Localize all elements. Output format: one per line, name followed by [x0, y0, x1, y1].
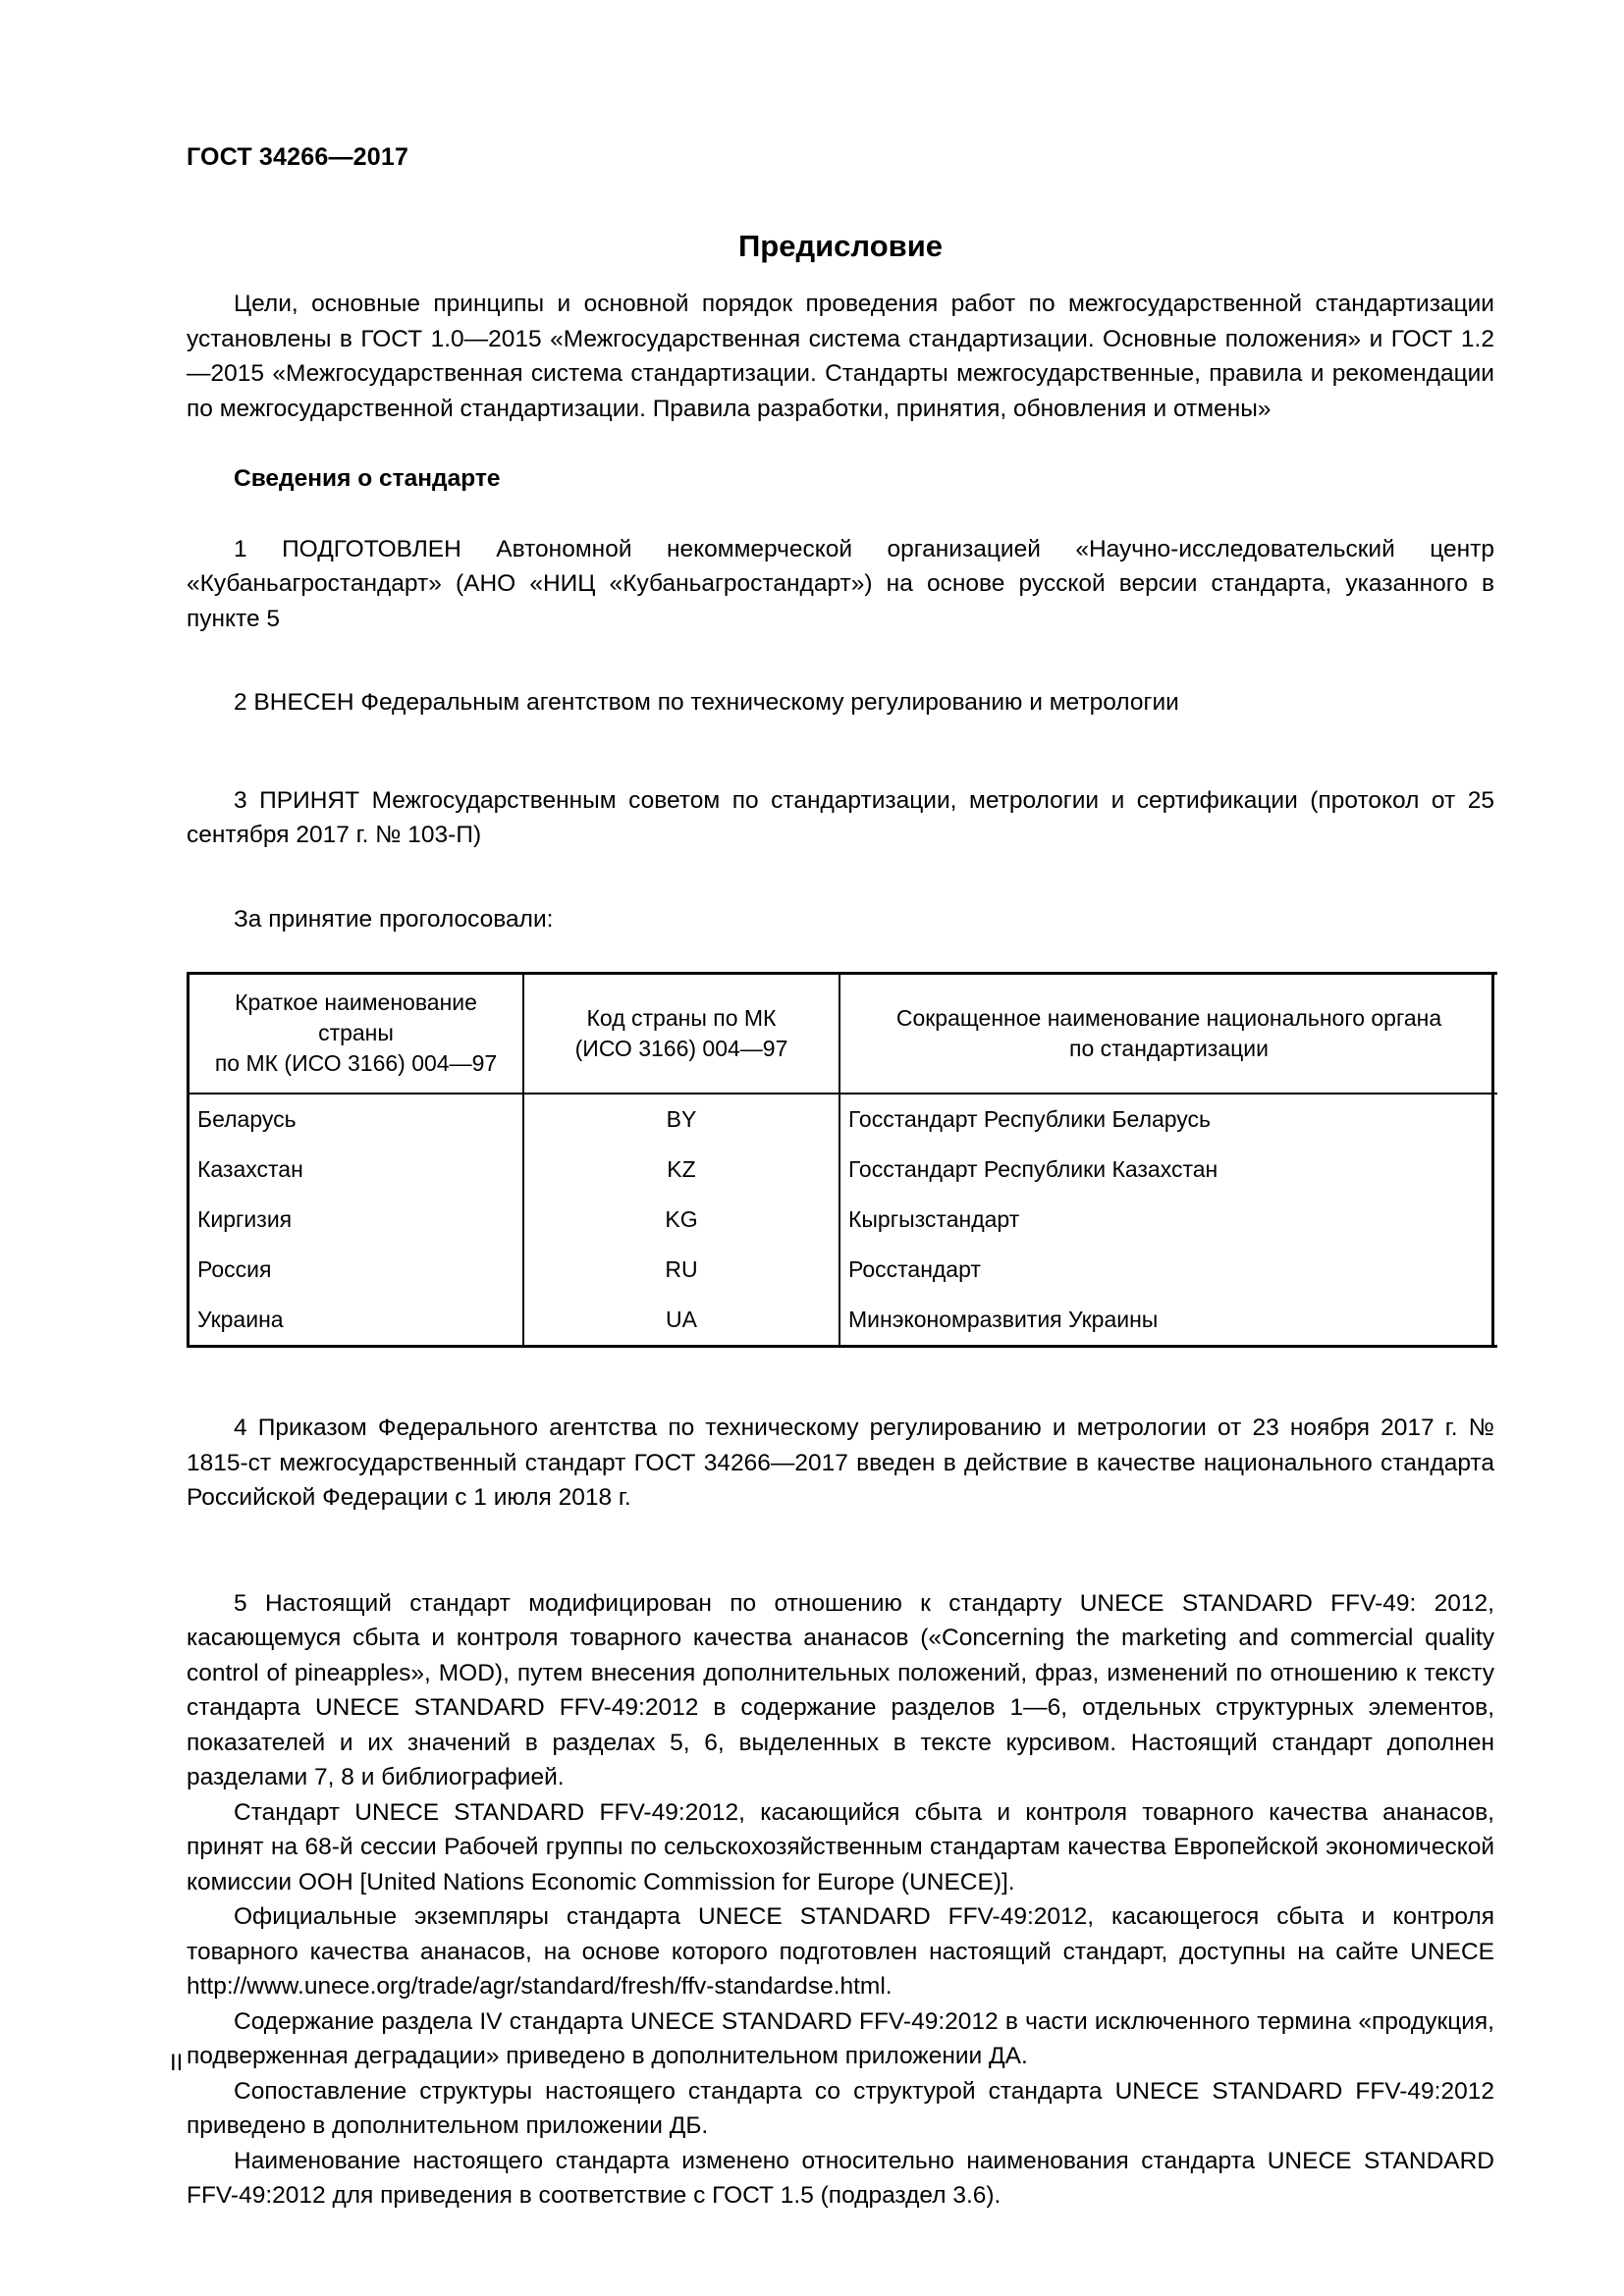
closing-note-1: Стандарт UNECE STANDARD FFV-49:2012, касающийся сбыта и контроля товарного качества ананасов, принят на 68-й сессии Рабочей группы по сельскохозяйственным стандартам качества Европейской экономической комиссии ООН [United Nations Economic Commission for Europe (UNECE)]. [187, 1798, 1494, 1896]
standard-info-item-4: 4 Приказом Федерального агентства по техническому регулированию и метрологии от 23 ноября 2017 г. № 1815-ст межгосударственный стандарт ГОСТ 34266—2017 введен в действие в качестве национального стандарта Российской Федерации с 1 июля 2018 г. [187, 1415, 1494, 1511]
closing-note-5: Наименование настоящего стандарта изменено относительно наименования стандарта UNECE STANDARD FFV-49:2012 для приведения в соответствие с ГОСТ 1.5 (подраздел 3.6). [187, 2147, 1494, 2209]
column-header-national-body-line2: по стандартизации [1069, 1035, 1269, 1061]
spacer [187, 756, 1494, 783]
spacer [187, 636, 1494, 671]
spacer [187, 671, 1494, 685]
cell-national-body: Минэкономразвития Украины [848, 1307, 1159, 1332]
column-header-country-line1: Краткое наименование страны [235, 989, 477, 1045]
vote-lead-in: За принятие проголосовали: [234, 905, 554, 933]
cell-code: UA [523, 1295, 839, 1347]
document-body [187, 287, 1494, 2214]
page-number-folio: II [170, 2050, 184, 2076]
table-row [189, 1195, 1497, 1245]
column-header-national-body-line1: Сокращенное наименование национального органа [895, 1004, 1442, 1031]
column-header-national-body [839, 974, 1497, 1095]
cell-code: BY [523, 1094, 839, 1145]
table-row [189, 1295, 1497, 1347]
cell-country: Киргизия [189, 1195, 523, 1245]
closing-note-2: Официальные экземпляры стандарта UNECE STANDARD FFV-49:2012, касающегося сбыта и контроля товарного качества ананасов, на основе которого подготовлен настоящий стандарт, доступны на сайте UNECE http://www.unece.org/trade/agr/standard/fresh/ffv-standardse.html. [187, 1903, 1494, 2000]
vote-table [189, 972, 1497, 1348]
cell-national-body: Госстандарт Республики Казахстан [848, 1156, 1218, 1182]
spacer [187, 853, 1494, 888]
column-header-code-line1: Код страны по МК [586, 1004, 777, 1031]
cell-country: Казахстан [189, 1145, 523, 1195]
cell-code: RU [523, 1245, 839, 1295]
vote-table-body [189, 1094, 1497, 1347]
spacer [187, 497, 1494, 532]
cell-national-body: Кыргызстандарт [848, 1206, 1020, 1232]
cell-national-body: Росстандарт [848, 1256, 981, 1282]
cell-national-body: Госстандарт Республики Беларусь [848, 1106, 1212, 1132]
spacer [187, 936, 1494, 972]
cell-country: Украина [189, 1295, 523, 1347]
spacer [187, 1348, 1494, 1383]
spacer [187, 1551, 1494, 1586]
closing-note-4: Сопоставление структуры настоящего стандарта со структурой стандарта UNECE STANDARD FFV-49:2012 приведено в дополнительном приложении ДБ. [187, 2077, 1494, 2139]
cell-code: KZ [523, 1145, 839, 1195]
column-header-code-line2: (ИСО 3166) 004—97 [574, 1035, 788, 1061]
standard-info-item-2: 2 ВНЕСЕН Федеральным агентством по техническому регулированию и метрологии [234, 689, 1179, 716]
standard-info-item-1: 1 ПОДГОТОВЛЕН Автономной некоммерческой организацией «Научно-исследовательский центр «Кубаньагростандарт» (АНО «НИЦ «Кубаньагростандарт») на основе русской версии стандарта, указанного в пункте 5 [187, 535, 1494, 632]
page-title: Предисловие [737, 228, 943, 263]
page-header-standard-code: ГОСТ 34266—2017 [187, 143, 409, 171]
closing-note-3: Содержание раздела IV стандарта UNECE STANDARD FFV-49:2012 в части исключенного термина «продукция, подверженная деградации» приведено в дополнительном приложении ДА. [187, 2007, 1494, 2069]
cell-country: Беларусь [189, 1094, 523, 1145]
column-header-country [189, 974, 523, 1095]
spacer [187, 1383, 1494, 1411]
section-subheading-standard-info: Сведения о стандарте [234, 465, 501, 492]
spacer [187, 888, 1494, 902]
spacer [187, 721, 1494, 756]
column-header-country-line2: по МК (ИСО 3166) 004—97 [214, 1050, 498, 1076]
table-row [189, 1094, 1497, 1145]
table-header-row [189, 974, 1497, 1095]
cell-code: KG [523, 1195, 839, 1245]
vote-table-head [189, 974, 1497, 1095]
spacer [187, 426, 1494, 461]
column-header-code [523, 974, 839, 1095]
standard-info-item-3: 3 ПРИНЯТ Межгосударственным советом по стандартизации, метрологии и сертификации (протокол от 25 сентября 2017 г. № 103-П) [187, 786, 1494, 848]
intro-paragraph: Цели, основные принципы и основной порядок проведения работ по межгосударственной стандартизации установлены в ГОСТ 1.0—2015 «Межгосударственная система стандартизации. Основные положения» и ГОСТ 1.2—2015 «Межгосударственная система стандартизации. Стандарты межгосударственные, правила и рекомендации по межгосударственной стандартизации. Правила разработки, принятия, обновления и отмены» [187, 291, 1494, 422]
table-row [189, 1145, 1497, 1195]
vote-table-frame [187, 972, 1494, 1348]
cell-country: Россия [189, 1245, 523, 1295]
standard-info-item-5: 5 Настоящий стандарт модифицирован по отношению к стандарту UNECE STANDARD FFV-49: 2012, касающемуся сбыта и контроля товарного качества ананасов («Concerning the marketing and commercial quality control of pineapples», MOD), путем внесения дополнительных положений, фраз, изменений по отношению к тексту стандарта UNECE STANDARD FFV-49:2012 в содержание разделов 1—6, отдельных структурных элементов, показателей и их значений в разделах 5, 6, выделенных в тексте курсивом. Настоящий стандарт дополнен разделами 7, 8 и библиографией. [187, 1589, 1494, 1790]
spacer [187, 1516, 1494, 1551]
table-row [189, 1245, 1497, 1295]
